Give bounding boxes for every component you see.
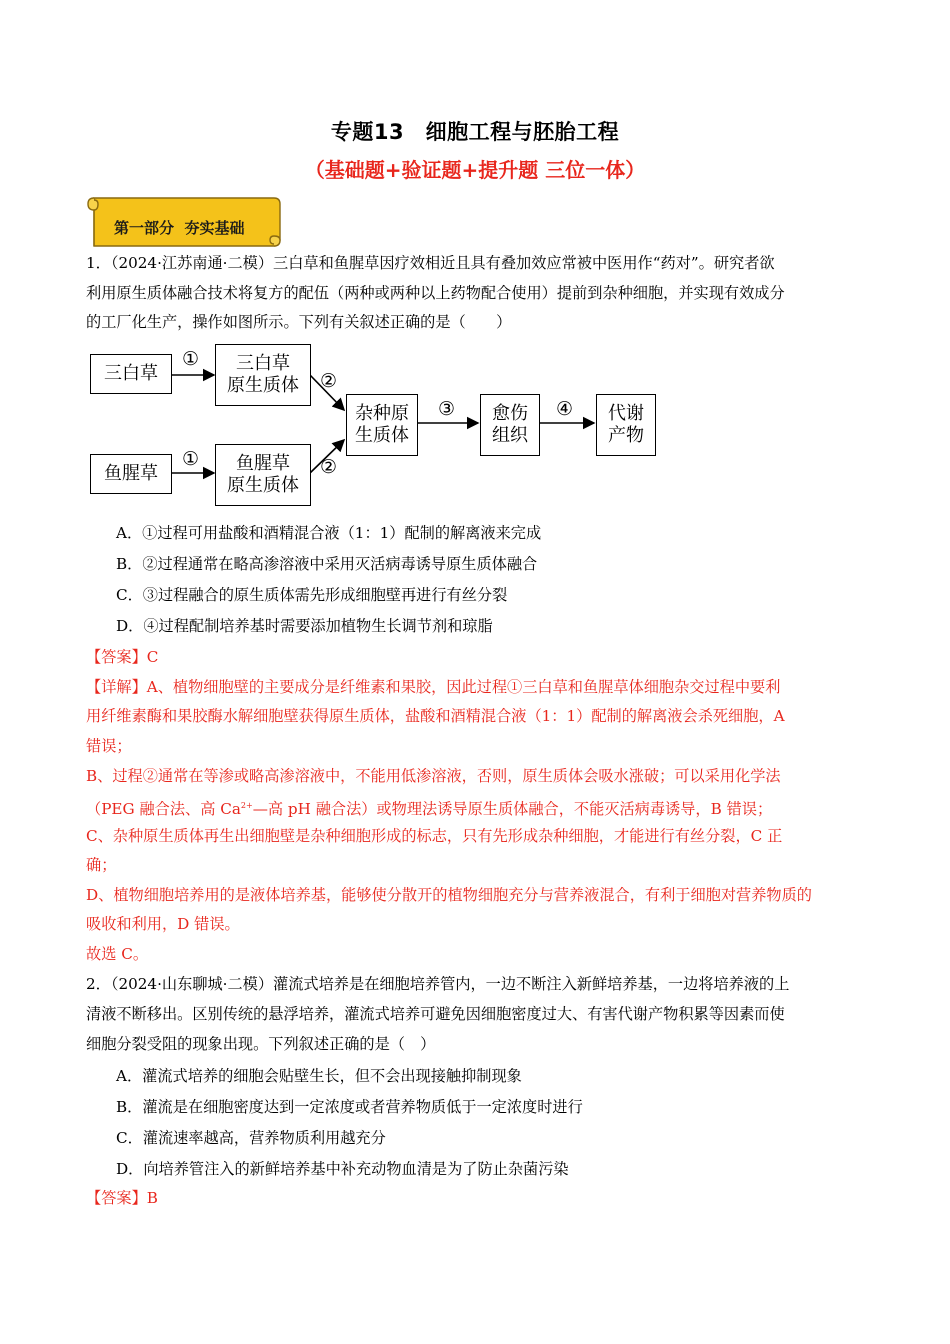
box-metabolite: 代谢 产物	[596, 394, 656, 456]
q1-explain-line: 确；	[86, 856, 117, 874]
box-callus: 愈伤 组织	[480, 394, 540, 456]
q1-answer: 【答案】C	[86, 648, 159, 666]
q1-option-c: C．③过程融合的原生质体需先形成细胞壁再进行有丝分裂	[116, 586, 508, 604]
section-label: 第一部分 夯实基础	[114, 219, 245, 237]
q2-option-c: C．灌流速率越高，营养物质利用越充分	[116, 1129, 386, 1147]
q1-explain-line: 【详解】A、植物细胞壁的主要成分是纤维素和果胶，因此过程①三白草和鱼腥草体细胞杂交过程中要利	[86, 678, 781, 696]
q1-explain-line: 吸收和利用，D 错误。	[86, 915, 240, 933]
q1-flow-diagram	[88, 340, 658, 510]
q1-conclusion: 故选 C。	[86, 945, 149, 963]
q2-stem-line: 细胞分裂受阻的现象出现。下列叙述正确的是（ ）	[86, 1035, 436, 1053]
q2-option-b: B．灌流是在细胞密度达到一定浓度或者营养物质低于一定浓度时进行	[116, 1098, 583, 1116]
q1-stem-line: 1．（2024·江苏南通·二模）三白草和鱼腥草因疗效相近且具有叠加效应常被中医用作“药对”。研究者欲	[86, 254, 775, 272]
q1-stem-line: 的工厂化生产，操作如图所示。下列有关叙述正确的是（ ）	[86, 313, 512, 331]
q1-explain-line: 用纤维素酶和果胶酶水解细胞壁获得原生质体，盐酸和酒精混合液（1：1）配制的解离液会杀死细胞，A	[86, 707, 785, 725]
q2-stem-line: 2．（2024·山东聊城·二模）灌流式培养是在细胞培养管内，一边不断注入新鲜培养基，一边将培养液的上	[86, 975, 790, 993]
q1-explain-line: （PEG 融合法、高 $Ca^{2+}—$高 pH 融合法）或物理法诱导原生质体融合，不能灭活病毒诱导，B 错误；	[86, 800, 773, 819]
step-2-label: ②	[320, 370, 338, 392]
q1-explain-line: C、杂种原生质体再生出细胞壁是杂种细胞形成的标志，只有先形成杂种细胞，才能进行有丝分裂，C 正	[86, 827, 783, 845]
q1-option-a: A．①过程可用盐酸和酒精混合液（1：1）配制的解离液来完成	[116, 524, 542, 542]
q1-option-b: B．②过程通常在略高渗溶液中采用灭活病毒诱导原生质体融合	[116, 555, 538, 573]
box-hybrid-protoplast: 杂种原 生质体	[346, 394, 418, 456]
step-3-label: ③	[438, 398, 456, 420]
q2-answer: 【答案】B	[86, 1189, 158, 1207]
box-yuxingcao-protoplast: 鱼腥草 原生质体	[215, 444, 311, 506]
q2-option-a: A．灌流式培养的细胞会贴壁生长，但不会出现接触抑制现象	[116, 1067, 522, 1085]
page-title: 专题13 细胞工程与胚胎工程	[330, 120, 620, 144]
step-1-label: ①	[182, 448, 200, 470]
q1-stem-line: 利用原生质体融合技术将复方的配伍（两种或两种以上药物配合使用）提前到杂种细胞，并实现有效成分	[86, 284, 785, 302]
q1-explain-line: D、植物细胞培养用的是液体培养基，能够使分散开的植物细胞充分与营养液混合，有利于细胞对营养物质的	[86, 886, 812, 904]
step-4-label: ④	[556, 398, 574, 420]
box-sanbaicao: 三白草	[90, 354, 172, 394]
q1-explain-line: 错误；	[86, 737, 132, 755]
box-sanbaicao-protoplast: 三白草 原生质体	[215, 344, 311, 406]
step-2-label: ②	[320, 456, 338, 478]
q2-stem-line: 清液不断移出。区别传统的悬浮培养，灌流式培养可避免因细胞密度过大、有害代谢产物积累等因素而使	[86, 1005, 785, 1023]
q2-option-d: D．向培养管注入的新鲜培养基中补充动物血清是为了防止杂菌污染	[116, 1160, 569, 1178]
page-subtitle: （基础题+验证题+提升题 三位一体）	[304, 158, 646, 182]
q1-explain-line: B、过程②通常在等渗或略高渗溶液中，不能用低渗溶液，否则，原生质体会吸水涨破；可以采用化学法	[86, 767, 781, 785]
q1-option-d: D．④过程配制培养基时需要添加植物生长调节剂和琼脂	[116, 617, 493, 635]
step-1-label: ①	[182, 348, 200, 370]
box-yuxingcao: 鱼腥草	[90, 454, 172, 494]
